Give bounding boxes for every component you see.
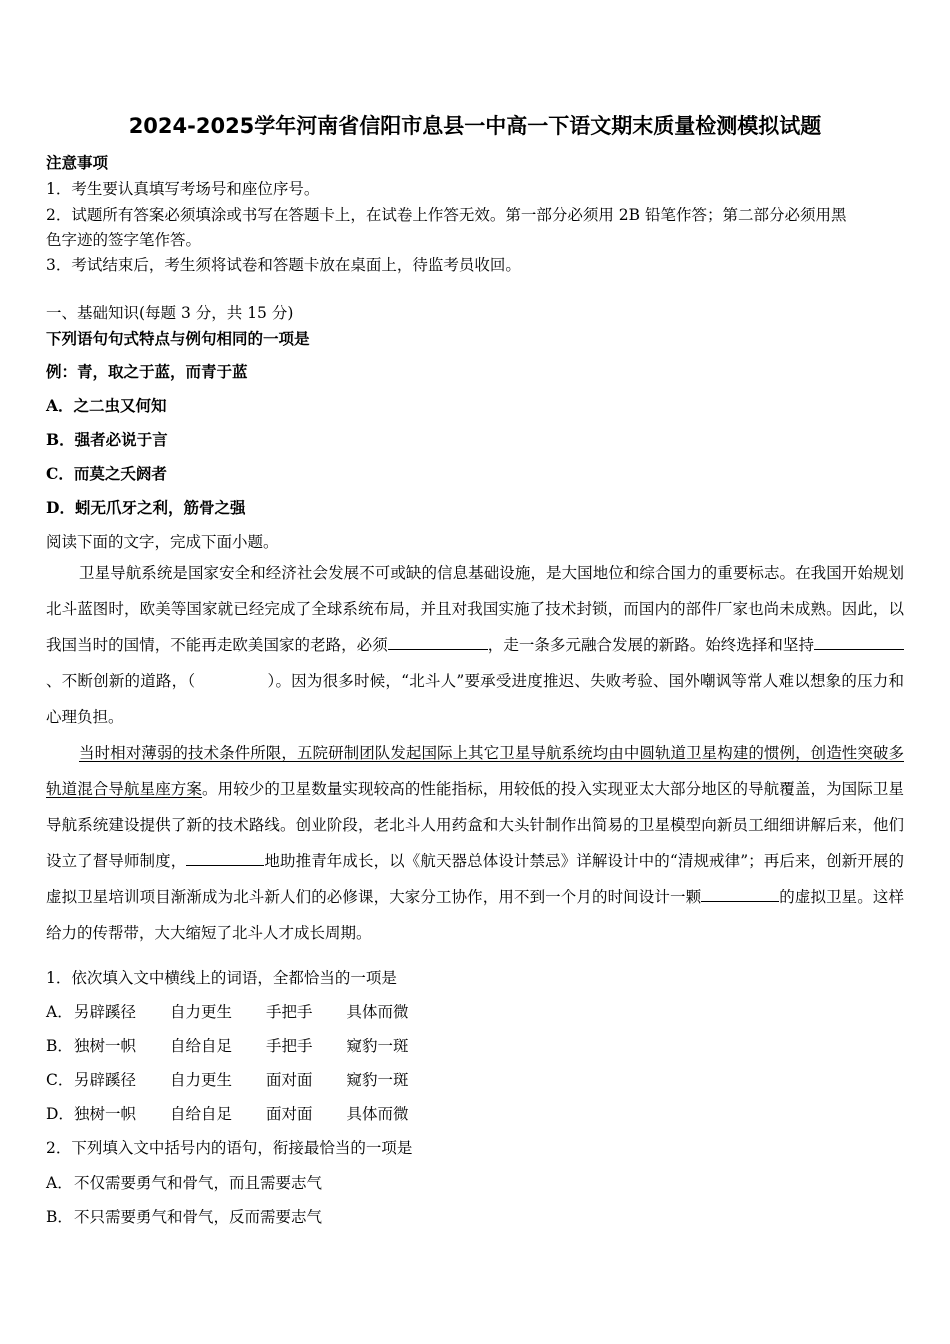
q2-option-a bbox=[46, 1171, 322, 1193]
option-word: 自力更生 bbox=[170, 1003, 233, 1021]
option-letter: A． bbox=[46, 1174, 73, 1192]
fill-blank bbox=[701, 887, 779, 902]
section1-option-b bbox=[46, 428, 168, 450]
option-word: 手把手 bbox=[266, 1003, 313, 1021]
option-word: 自给自足 bbox=[170, 1037, 233, 1055]
section1-heading: 一、基础知识(每题 3 分，共 15 分) bbox=[46, 304, 294, 322]
option-letter: D． bbox=[46, 498, 75, 517]
option-letter: A． bbox=[46, 396, 74, 415]
option-text: 不仅需要勇气和骨气，而且需要志气 bbox=[74, 1174, 323, 1192]
option-word: 面对面 bbox=[266, 1071, 313, 1089]
option-word: 窥豹一斑 bbox=[346, 1071, 409, 1089]
section1-question: 下列语句句式特点与例句相同的一项是 bbox=[46, 329, 310, 348]
passage-text: 。用较少的卫星数量实现较高的性能指标，用较低的投入实现亚太大部分地区的导航覆盖，为国际卫星导航系统建设提供了新的技术路线。创业阶段，老北斗人用药盒和大头针制作出简易的卫星模型向新员工细细讲解后来，他们设立了督导师制度， bbox=[46, 780, 904, 870]
notice-heading: 注意事项 bbox=[46, 153, 109, 172]
passage-text: ）。因为很多时候，“北斗人”要承受进度推迟、失败考验、国外嘲讽等常人难以想象的压力和心理负担。 bbox=[46, 672, 904, 726]
option-word: 手把手 bbox=[266, 1037, 313, 1055]
option-word: 独树一帜 bbox=[74, 1037, 137, 1055]
passage-text: 地助推青年成长，以《航天器总体设计禁忌》详解设计中的“清规戒律”；再后来，创新开展的虚拟卫星培训项目渐渐成为北斗新人们的必修课，大家分工协作，用不到一个月的时间设计一颗 bbox=[46, 852, 904, 906]
section1-option-c bbox=[46, 462, 167, 484]
option-word: 另辟蹊径 bbox=[74, 1003, 137, 1021]
option-text: 之二虫又何知 bbox=[73, 396, 167, 415]
passage-paragraph-2 bbox=[46, 735, 904, 951]
q1-option-a bbox=[46, 1000, 443, 1022]
q1-option-b bbox=[46, 1034, 443, 1056]
underlined-sentence: 当时相对薄弱的技术条件所限，五院研制团队发起国际上其它卫星导航系统均由中圆轨道卫星构建的惯例，创造性突破多轨道混合导航星座方案 bbox=[46, 744, 904, 798]
option-word: 具体而微 bbox=[346, 1003, 409, 1021]
q2-option-b bbox=[46, 1205, 322, 1227]
notice-item-2-cont: 色字迹的签字笔作答。 bbox=[46, 231, 202, 249]
passage-text: 卫星导航系统是国家安全和经济社会发展不可或缺的信息基础设施，是大国地位和综合国力的重要标志。在我国开始规划北斗蓝图时，欧美等国家就已经完成了全球系统布局，并且对我国实施了技术封锁，而国内的部件厂家也尚未成熟。因此，以我国当时的国情，不能再走欧美国家的老路，必须 bbox=[46, 564, 904, 654]
option-letter: A． bbox=[46, 1003, 73, 1021]
option-letter: B． bbox=[46, 1208, 73, 1226]
fill-blank bbox=[388, 635, 488, 650]
q1-stem: 1．依次填入文中横线上的词语，全都恰当的一项是 bbox=[46, 969, 397, 987]
section1-example: 例：青，取之于蓝，而青于蓝 bbox=[46, 362, 248, 381]
passage-paragraph-1 bbox=[46, 555, 904, 735]
option-letter: C． bbox=[46, 464, 74, 483]
option-word: 另辟蹊径 bbox=[74, 1071, 137, 1089]
q2-stem: 2．下列填入文中括号内的语句，衔接最恰当的一项是 bbox=[46, 1139, 413, 1157]
option-word: 窥豹一斑 bbox=[346, 1037, 409, 1055]
passage-text: 的虚拟卫星。这样给力的传帮带，大大缩短了北斗人才成长周期。 bbox=[46, 888, 904, 942]
reading-intro: 阅读下面的文字，完成下面小题。 bbox=[46, 533, 279, 551]
option-word: 自力更生 bbox=[170, 1071, 233, 1089]
passage-text: 、不断创新的道路，（ bbox=[46, 672, 196, 690]
option-word: 独树一帜 bbox=[74, 1105, 137, 1123]
option-letter: D． bbox=[46, 1105, 74, 1123]
section1-option-d bbox=[46, 496, 245, 518]
notice-item-3: 3．考试结束后，考生须将试卷和答题卡放在桌面上，待监考员收回。 bbox=[46, 256, 521, 274]
q1-option-c bbox=[46, 1068, 443, 1090]
option-text: 蚓无爪牙之利，筋骨之强 bbox=[74, 498, 246, 517]
section1-option-a bbox=[46, 394, 167, 416]
option-word: 面对面 bbox=[266, 1105, 313, 1123]
option-letter: B． bbox=[46, 1037, 73, 1055]
fill-blank bbox=[814, 635, 904, 650]
option-letter: C． bbox=[46, 1071, 74, 1089]
passage-text: ，走一条多元融合发展的新路。始终选择和坚持 bbox=[487, 636, 814, 654]
option-text: 不只需要勇气和骨气，反而需要志气 bbox=[74, 1208, 323, 1226]
q1-option-d bbox=[46, 1102, 443, 1124]
option-word: 具体而微 bbox=[346, 1105, 409, 1123]
option-letter: B． bbox=[46, 430, 75, 449]
page-title: 2024-2025学年河南省信阳市息县一中高一下语文期末质量检测模拟试题 bbox=[128, 114, 822, 138]
option-text: 而莫之夭阏者 bbox=[73, 464, 167, 483]
option-word: 自给自足 bbox=[170, 1105, 233, 1123]
fill-blank bbox=[186, 851, 264, 866]
notice-item-2: 2．试题所有答案必须填涂或书写在答题卡上，在试卷上作答无效。第一部分必须用 2B 铅笔作答；第二部分必须用黑 bbox=[46, 206, 847, 224]
reading-passage bbox=[46, 555, 904, 951]
notice-item-1: 1．考生要认真填写考场号和座位序号。 bbox=[46, 180, 320, 198]
option-text: 强者必说于言 bbox=[74, 430, 168, 449]
